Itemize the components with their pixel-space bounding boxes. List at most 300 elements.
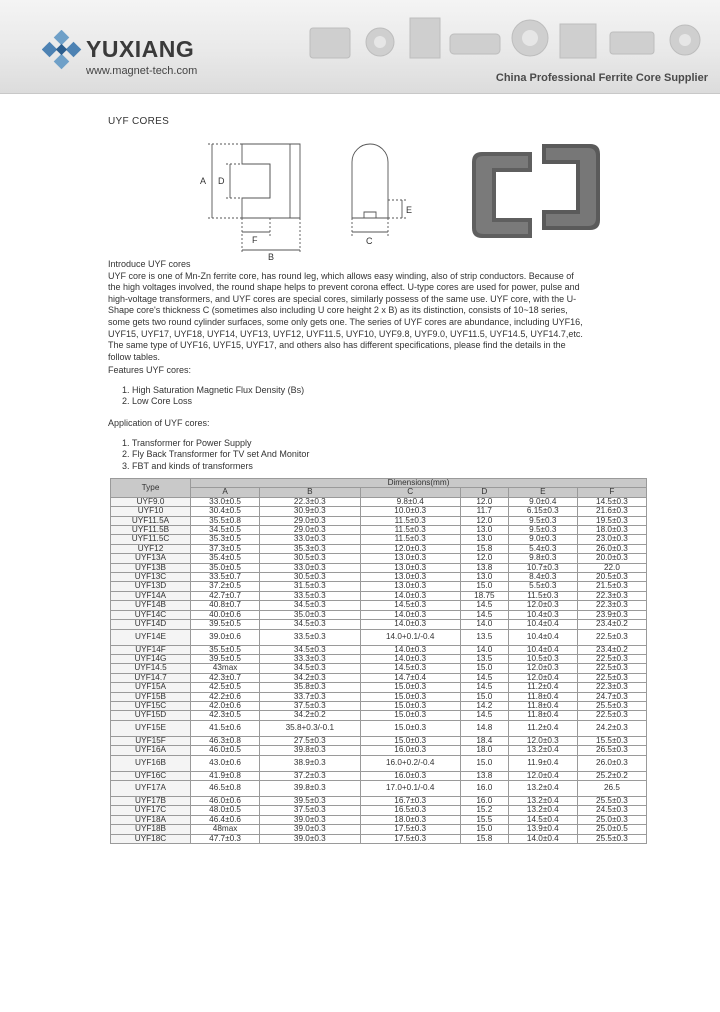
dimension-cell-c: 15.0±0.3 <box>360 711 460 720</box>
type-cell: UYF10 <box>111 507 191 516</box>
dimensions-header: Dimensions(mm) <box>191 479 647 488</box>
dimension-cell-a: 40.0±0.6 <box>191 610 260 619</box>
dimension-cell-b: 38.9±0.3 <box>260 755 360 771</box>
type-cell: UYF17B <box>111 796 191 805</box>
dimension-cell-f: 14.5±0.3 <box>577 497 646 506</box>
dimension-cell-c: 14.5±0.3 <box>360 664 460 673</box>
dimension-cell-d: 18.0 <box>460 746 508 755</box>
dimension-cell-a: 46.3±0.8 <box>191 736 260 745</box>
dimension-cell-d: 15.0 <box>460 692 508 701</box>
type-cell: UYF18B <box>111 825 191 834</box>
table-row <box>111 573 647 582</box>
dimension-cell-c: 11.5±0.3 <box>360 535 460 544</box>
dimension-cell-e: 10.4±0.4 <box>508 629 577 645</box>
dimension-cell-c: 14.0±0.3 <box>360 591 460 600</box>
dimension-cell-a: 43max <box>191 664 260 673</box>
column-header: A <box>191 488 260 497</box>
dimension-cell-f: 15.5±0.3 <box>577 736 646 745</box>
type-cell: UYF9.0 <box>111 497 191 506</box>
features-title: Features UYF cores: <box>108 365 192 375</box>
dimension-cell-e: 5.4±0.3 <box>508 544 577 553</box>
dimension-label-c: C <box>366 236 373 246</box>
uyf-core-photo <box>472 144 600 238</box>
dimension-cell-e: 5.5±0.3 <box>508 582 577 591</box>
dimension-cell-f: 20.5±0.3 <box>577 573 646 582</box>
dimension-cell-b: 37.5±0.3 <box>260 806 360 815</box>
dimension-cell-a: 42.7±0.7 <box>191 591 260 600</box>
type-cell: UYF14D <box>111 620 191 629</box>
table-row <box>111 516 647 525</box>
dimension-cell-f: 22.0 <box>577 563 646 572</box>
dimension-cell-d: 16.0 <box>460 796 508 805</box>
dimension-cell-f: 21.6±0.3 <box>577 507 646 516</box>
dimension-cell-c: 17.5±0.3 <box>360 834 460 843</box>
type-cell: UYF15E <box>111 720 191 736</box>
dimension-cell-b: 22.3±0.3 <box>260 497 360 506</box>
dimension-cell-e: 9.8±0.3 <box>508 554 577 563</box>
list-item: 1. High Saturation Magnetic Flux Density (Bs) <box>122 384 305 395</box>
table-row <box>111 554 647 563</box>
dimension-cell-f: 22.3±0.3 <box>577 683 646 692</box>
list-item: 1. Transformer for Power Supply <box>122 437 252 448</box>
dimension-cell-c: 12.0±0.3 <box>360 544 460 553</box>
dimension-cell-b: 29.0±0.3 <box>260 526 360 535</box>
dimension-cell-c: 15.0±0.3 <box>360 692 460 701</box>
page-title: UYF CORES <box>108 116 170 127</box>
dimension-cell-e: 12.0±0.3 <box>508 736 577 745</box>
dimension-cell-b: 33.0±0.3 <box>260 535 360 544</box>
table-row <box>111 825 647 834</box>
dimension-cell-f: 26.0±0.3 <box>577 544 646 553</box>
dimension-cell-a: 39.0±0.6 <box>191 629 260 645</box>
dimension-cell-d: 14.5 <box>460 673 508 682</box>
dimension-cell-f: 22.5±0.3 <box>577 629 646 645</box>
dimension-cell-c: 11.5±0.3 <box>360 526 460 535</box>
dimension-cell-f: 20.0±0.3 <box>577 554 646 563</box>
dimension-cell-e: 11.8±0.4 <box>508 711 577 720</box>
website-link[interactable]: www.magnet-tech.com <box>86 65 198 77</box>
dimension-cell-d: 15.0 <box>460 825 508 834</box>
dimension-cell-b: 30.9±0.3 <box>260 507 360 516</box>
dimension-cell-b: 35.8+0.3/-0.1 <box>260 720 360 736</box>
dimension-cell-b: 33.7±0.3 <box>260 692 360 701</box>
table-row <box>111 683 647 692</box>
dimension-cell-d: 13.0 <box>460 526 508 535</box>
dimension-label-b: B <box>268 252 275 262</box>
dimension-cell-b: 33.3±0.3 <box>260 654 360 663</box>
dimension-cell-f: 23.4±0.2 <box>577 645 646 654</box>
dimension-cell-e: 12.0±0.4 <box>508 673 577 682</box>
dimension-cell-d: 13.0 <box>460 573 508 582</box>
dimension-cell-f: 25.0±0.3 <box>577 815 646 824</box>
table-row <box>111 601 647 610</box>
dimension-cell-b: 39.8±0.3 <box>260 780 360 796</box>
type-cell: UYF13D <box>111 582 191 591</box>
dimension-cell-a: 30.4±0.5 <box>191 507 260 516</box>
dimension-cell-b: 37.5±0.3 <box>260 701 360 710</box>
dimension-cell-d: 15.0 <box>460 582 508 591</box>
table-row <box>111 507 647 516</box>
dimension-cell-a: 46.5±0.8 <box>191 780 260 796</box>
dimension-cell-d: 12.0 <box>460 554 508 563</box>
type-cell: UYF14E <box>111 629 191 645</box>
dimension-cell-f: 23.0±0.3 <box>577 535 646 544</box>
type-cell: UYF16A <box>111 746 191 755</box>
dimension-cell-d: 12.0 <box>460 516 508 525</box>
dimension-cell-e: 11.9±0.4 <box>508 755 577 771</box>
dimension-cell-a: 42.2±0.6 <box>191 692 260 701</box>
dimension-cell-d: 18.4 <box>460 736 508 745</box>
dimension-cell-f: 22.5±0.3 <box>577 711 646 720</box>
table-row <box>111 654 647 663</box>
table-row <box>111 834 647 843</box>
dimension-cell-d: 15.2 <box>460 806 508 815</box>
dimension-cell-d: 13.5 <box>460 629 508 645</box>
type-cell: UYF11.5C <box>111 535 191 544</box>
dimension-cell-b: 30.5±0.3 <box>260 573 360 582</box>
dimension-cell-c: 16.0±0.3 <box>360 771 460 780</box>
features-section <box>108 365 304 408</box>
dimension-cell-b: 35.8±0.3 <box>260 683 360 692</box>
dimension-label-f: F <box>252 235 258 245</box>
dimension-cell-a: 48max <box>191 825 260 834</box>
dimension-cell-e: 6.15±0.3 <box>508 507 577 516</box>
type-cell: UYF17A <box>111 780 191 796</box>
dimension-cell-c: 16.0+0.2/-0.4 <box>360 755 460 771</box>
table-row <box>111 736 647 745</box>
dimension-cell-b: 35.3±0.3 <box>260 544 360 553</box>
dimension-cell-b: 39.0±0.3 <box>260 815 360 824</box>
dimension-label-a: A <box>200 176 207 186</box>
dimension-cell-e: 9.5±0.3 <box>508 526 577 535</box>
type-cell: UYF14B <box>111 601 191 610</box>
dimension-cell-b: 30.5±0.3 <box>260 554 360 563</box>
table-row <box>111 591 647 600</box>
dimension-cell-a: 35.0±0.5 <box>191 563 260 572</box>
table-row <box>111 711 647 720</box>
column-header: D <box>460 488 508 497</box>
page-header <box>0 0 720 94</box>
dimension-cell-c: 15.0±0.3 <box>360 701 460 710</box>
dimension-cell-f: 22.3±0.3 <box>577 601 646 610</box>
dimension-cell-b: 33.5±0.3 <box>260 591 360 600</box>
table-row <box>111 815 647 824</box>
dimension-cell-d: 13.8 <box>460 563 508 572</box>
dimension-cell-e: 14.0±0.4 <box>508 834 577 843</box>
type-cell: UYF17C <box>111 806 191 815</box>
dimension-cell-d: 14.0 <box>460 620 508 629</box>
dimension-cell-a: 35.4±0.5 <box>191 554 260 563</box>
dimension-cell-c: 11.5±0.3 <box>360 516 460 525</box>
dimension-cell-e: 11.5±0.3 <box>508 591 577 600</box>
type-cell: UYF16B <box>111 755 191 771</box>
table-row <box>111 497 647 506</box>
dimension-cell-a: 41.5±0.6 <box>191 720 260 736</box>
dimension-cell-c: 17.5±0.3 <box>360 825 460 834</box>
dimension-cell-d: 15.0 <box>460 755 508 771</box>
type-cell: UYF14G <box>111 654 191 663</box>
type-cell: UYF14C <box>111 610 191 619</box>
table-row <box>111 720 647 736</box>
dimension-cell-a: 46.4±0.6 <box>191 815 260 824</box>
dimension-cell-b: 39.8±0.3 <box>260 746 360 755</box>
dimension-cell-c: 16.5±0.3 <box>360 806 460 815</box>
dimension-cell-a: 41.9±0.8 <box>191 771 260 780</box>
table-body <box>111 497 647 843</box>
dimension-cell-f: 21.5±0.3 <box>577 582 646 591</box>
dimension-cell-c: 13.0±0.3 <box>360 554 460 563</box>
dimension-cell-e: 13.2±0.4 <box>508 746 577 755</box>
type-cell: UYF15F <box>111 736 191 745</box>
dimension-cell-e: 13.9±0.4 <box>508 825 577 834</box>
dimension-cell-c: 14.0+0.1/-0.4 <box>360 629 460 645</box>
dimension-cell-e: 10.7±0.3 <box>508 563 577 572</box>
dimension-cell-a: 40.8±0.7 <box>191 601 260 610</box>
intro-title: Introduce UYF cores <box>108 259 191 269</box>
dimension-cell-f: 25.5±0.3 <box>577 796 646 805</box>
dimension-cell-c: 13.0±0.3 <box>360 582 460 591</box>
dimension-cell-e: 12.0±0.3 <box>508 601 577 610</box>
ferrite-products-banner <box>300 8 720 68</box>
dimension-cell-d: 14.5 <box>460 683 508 692</box>
table-row <box>111 526 647 535</box>
table-row <box>111 544 647 553</box>
dimension-cell-a: 43.0±0.6 <box>191 755 260 771</box>
dimension-cell-b: 37.2±0.3 <box>260 771 360 780</box>
type-header: Type <box>111 479 191 498</box>
type-cell: UYF15B <box>111 692 191 701</box>
yuxiang-logo-icon <box>42 30 82 70</box>
dimension-cell-e: 11.2±0.4 <box>508 720 577 736</box>
dimension-cell-a: 34.5±0.5 <box>191 526 260 535</box>
dimension-cell-b: 39.5±0.3 <box>260 796 360 805</box>
table-row <box>111 582 647 591</box>
dimension-cell-b: 34.5±0.3 <box>260 601 360 610</box>
dimension-cell-b: 33.0±0.3 <box>260 563 360 572</box>
dimension-cell-d: 14.0 <box>460 645 508 654</box>
dimension-cell-d: 13.0 <box>460 535 508 544</box>
column-header: F <box>577 488 646 497</box>
dimension-cell-b: 35.0±0.3 <box>260 610 360 619</box>
type-cell: UYF15C <box>111 701 191 710</box>
dimension-cell-f: 22.3±0.3 <box>577 591 646 600</box>
type-cell: UYF15D <box>111 711 191 720</box>
dimension-cell-c: 10.0±0.3 <box>360 507 460 516</box>
dimension-cell-d: 15.8 <box>460 544 508 553</box>
dimension-cell-a: 33.5±0.7 <box>191 573 260 582</box>
dimension-cell-c: 14.0±0.3 <box>360 645 460 654</box>
table-row <box>111 755 647 771</box>
type-cell: UYF12 <box>111 544 191 553</box>
dimensions-table <box>110 478 647 844</box>
table-row <box>111 645 647 654</box>
dimension-cell-b: 34.2±0.2 <box>260 711 360 720</box>
dimension-cell-e: 10.4±0.3 <box>508 610 577 619</box>
table-row <box>111 664 647 673</box>
table-row <box>111 796 647 805</box>
dimension-cell-d: 15.8 <box>460 834 508 843</box>
dimension-cell-e: 12.0±0.3 <box>508 664 577 673</box>
table-row <box>111 771 647 780</box>
dimension-cell-f: 25.5±0.3 <box>577 701 646 710</box>
dimension-cell-d: 15.0 <box>460 664 508 673</box>
dimension-cell-d: 11.7 <box>460 507 508 516</box>
column-header: C <box>360 488 460 497</box>
dimension-cell-e: 11.8±0.4 <box>508 692 577 701</box>
table-row <box>111 610 647 619</box>
dimension-cell-a: 42.5±0.5 <box>191 683 260 692</box>
dimension-cell-a: 37.2±0.5 <box>191 582 260 591</box>
dimension-cell-f: 23.4±0.2 <box>577 620 646 629</box>
dimension-cell-b: 39.0±0.3 <box>260 834 360 843</box>
dimension-cell-f: 18.0±0.3 <box>577 526 646 535</box>
intro-section <box>108 259 588 363</box>
dimension-cell-f: 22.5±0.3 <box>577 673 646 682</box>
dimension-cell-c: 14.7±0.4 <box>360 673 460 682</box>
dimension-cell-a: 48.0±0.5 <box>191 806 260 815</box>
dimension-cell-a: 42.3±0.7 <box>191 673 260 682</box>
dimension-cell-b: 34.2±0.3 <box>260 673 360 682</box>
dimension-cell-e: 13.2±0.4 <box>508 780 577 796</box>
type-cell: UYF14.7 <box>111 673 191 682</box>
applications-list <box>108 438 309 473</box>
dimension-cell-c: 16.0±0.3 <box>360 746 460 755</box>
dimension-cell-b: 34.5±0.3 <box>260 664 360 673</box>
dimension-cell-a: 47.7±0.3 <box>191 834 260 843</box>
dimension-cell-f: 25.5±0.3 <box>577 834 646 843</box>
dimension-cell-a: 35.5±0.5 <box>191 645 260 654</box>
table-row <box>111 629 647 645</box>
dimension-cell-b: 39.0±0.3 <box>260 825 360 834</box>
dimension-cell-d: 14.2 <box>460 701 508 710</box>
dimension-cell-d: 13.5 <box>460 654 508 663</box>
type-cell: UYF11.5A <box>111 516 191 525</box>
dimension-cell-f: 23.9±0.3 <box>577 610 646 619</box>
dimension-cell-e: 10.4±0.4 <box>508 645 577 654</box>
dimension-cell-f: 26.5±0.3 <box>577 746 646 755</box>
type-cell: UYF14.5 <box>111 664 191 673</box>
column-header: B <box>260 488 360 497</box>
type-cell: UYF13B <box>111 563 191 572</box>
list-item: 2. Fly Back Transformer for TV set And Monitor <box>122 449 310 460</box>
type-cell: UYF14A <box>111 591 191 600</box>
dimension-cell-f: 24.5±0.3 <box>577 806 646 815</box>
dimension-cell-b: 27.5±0.3 <box>260 736 360 745</box>
type-cell: UYF16C <box>111 771 191 780</box>
dimension-cell-c: 9.8±0.4 <box>360 497 460 506</box>
dimension-cell-e: 13.2±0.4 <box>508 806 577 815</box>
type-cell: UYF18A <box>111 815 191 824</box>
dimension-cell-a: 33.0±0.5 <box>191 497 260 506</box>
intro-body: UYF core is one of Mn-Zn ferrite core, has round leg, which allows easy winding, also of strip conductors. Because of the high voltages involved, the round shape helps to prevent corona effect. U-type cores are used for power, pulse and high-voltage transformers, and UYF cores are special cores, similarly possess of the same use. UYF core, with the U-Shape core's thickness C (sometimes also including U core height 2 x B) as its distinction, consists of 10~18 series, some gets two round cylinder surfaces, some only gets one. The series of UYF cores are abundance, including UYF16, UYF15, UYF17, UYF18, UYF14, UYF13, UYF12, UYF11.5, UYF10, UYF9.8, UYF9.0, UYF11.5, UYF14.5, UYF14.7,etc. The same type of UYF16, UYF15, UYF17, and others also has different specifications, please find the details in the follow tables. <box>108 270 583 362</box>
dimension-cell-b: 31.5±0.3 <box>260 582 360 591</box>
dimension-cell-c: 14.0±0.3 <box>360 620 460 629</box>
header-tagline: China Professional Ferrite Core Supplier <box>495 72 708 84</box>
type-cell: UYF13A <box>111 554 191 563</box>
dimension-cell-a: 39.5±0.5 <box>191 620 260 629</box>
table-row <box>111 701 647 710</box>
type-cell: UYF18C <box>111 834 191 843</box>
dimension-cell-c: 13.0±0.3 <box>360 563 460 572</box>
dimension-cell-c: 18.0±0.3 <box>360 815 460 824</box>
dimension-cell-f: 24.2±0.3 <box>577 720 646 736</box>
dimension-label-e: E <box>406 205 413 215</box>
dimension-cell-f: 22.5±0.3 <box>577 654 646 663</box>
dimension-cell-c: 14.0±0.3 <box>360 610 460 619</box>
dimension-cell-e: 9.0±0.3 <box>508 535 577 544</box>
type-cell: UYF13C <box>111 573 191 582</box>
dimension-cell-d: 13.8 <box>460 771 508 780</box>
dimension-cell-f: 26.0±0.3 <box>577 755 646 771</box>
dimension-cell-c: 13.0±0.3 <box>360 573 460 582</box>
list-item: 2. Low Core Loss <box>122 396 193 407</box>
applications-title: Application of UYF cores: <box>108 418 210 428</box>
dimension-label-d: D <box>218 176 225 186</box>
dimension-cell-a: 42.3±0.5 <box>191 711 260 720</box>
dimension-cell-e: 12.0±0.4 <box>508 771 577 780</box>
features-list <box>108 385 304 408</box>
dimension-cell-a: 46.0±0.5 <box>191 746 260 755</box>
dimension-cell-c: 16.7±0.3 <box>360 796 460 805</box>
dimension-cell-b: 29.0±0.3 <box>260 516 360 525</box>
brand-name: YUXIANG <box>86 36 195 62</box>
dimension-cell-a: 46.0±0.6 <box>191 796 260 805</box>
type-cell: UYF11.5B <box>111 526 191 535</box>
dimension-cell-a: 39.5±0.5 <box>191 654 260 663</box>
table-row <box>111 746 647 755</box>
dimension-cell-b: 34.5±0.3 <box>260 620 360 629</box>
dimension-cell-a: 35.5±0.8 <box>191 516 260 525</box>
dimension-cell-d: 16.0 <box>460 780 508 796</box>
dimension-cell-a: 37.3±0.5 <box>191 544 260 553</box>
dimension-cell-c: 15.0±0.3 <box>360 720 460 736</box>
table-row <box>111 806 647 815</box>
column-header: E <box>508 488 577 497</box>
dimension-cell-f: 26.5 <box>577 780 646 796</box>
dimension-cell-e: 9.5±0.3 <box>508 516 577 525</box>
dimension-cell-e: 8.4±0.3 <box>508 573 577 582</box>
type-cell: UYF14F <box>111 645 191 654</box>
dimension-cell-d: 18.75 <box>460 591 508 600</box>
dimension-cell-f: 25.2±0.2 <box>577 771 646 780</box>
type-cell: UYF15A <box>111 683 191 692</box>
dimension-cell-e: 10.5±0.3 <box>508 654 577 663</box>
dimension-cell-f: 22.5±0.3 <box>577 664 646 673</box>
table-row <box>111 780 647 796</box>
dimension-cell-e: 11.8±0.4 <box>508 701 577 710</box>
dimension-cell-f: 19.5±0.3 <box>577 516 646 525</box>
dimension-cell-a: 42.0±0.6 <box>191 701 260 710</box>
dimension-cell-b: 34.5±0.3 <box>260 645 360 654</box>
dimension-cell-e: 11.2±0.4 <box>508 683 577 692</box>
dimension-cell-e: 14.5±0.4 <box>508 815 577 824</box>
list-item: 3. FBT and kinds of transformers <box>122 460 253 471</box>
dimension-cell-c: 14.0±0.3 <box>360 654 460 663</box>
dimension-cell-e: 13.2±0.4 <box>508 796 577 805</box>
table-row <box>111 692 647 701</box>
table-row <box>111 673 647 682</box>
dimension-cell-f: 24.7±0.3 <box>577 692 646 701</box>
applications-section <box>108 418 309 472</box>
dimension-cell-d: 14.5 <box>460 601 508 610</box>
dimension-cell-c: 17.0+0.1/-0.4 <box>360 780 460 796</box>
dimension-cell-f: 25.0±0.5 <box>577 825 646 834</box>
dimension-cell-e: 9.0±0.4 <box>508 497 577 506</box>
table-row <box>111 563 647 572</box>
dimension-cell-c: 15.0±0.3 <box>360 683 460 692</box>
table-row <box>111 620 647 629</box>
dimension-cell-e: 10.4±0.4 <box>508 620 577 629</box>
